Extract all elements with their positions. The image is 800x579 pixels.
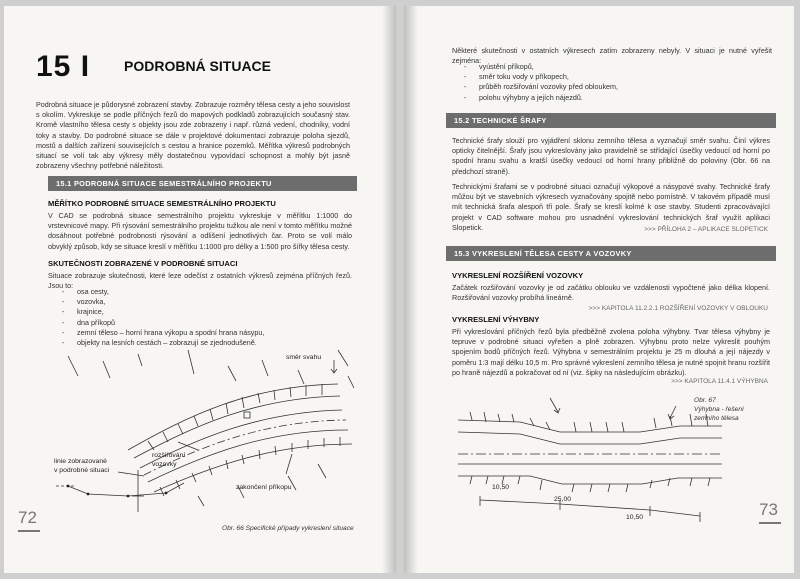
list-item: - zemní těleso – horní hrana výkopu a spodní hrana násypu, [62,328,342,338]
list-item: - krajnice, [62,307,342,317]
book-gutter-shadow [382,6,396,573]
resolve-list [464,62,764,103]
figure-66-caption: Obr. 66 Specifické případy vykreslení situace [222,525,354,532]
label-slope-direction: směr svahu [286,354,322,361]
dimension-label: 10,50 [626,514,644,521]
subheading-widening: VYKRESLENÍ ROZŠÍŘENÍ VOZOVKY [452,271,584,280]
label-widening: rozšiřování vozovky [152,452,186,468]
list-item: - polohu výhybny a jejích nájezdů. [464,93,764,103]
page-number-bar [18,530,40,532]
chapter-number: 15 I [36,50,91,83]
list-item: - osa cesty, [62,287,342,297]
features-paragraph: Situace zobrazuje skutečnosti, které leze odečíst z ostatních výkresů zejména příčných řezů. Jsou to: [48,271,352,291]
section-bar-15-3: 15.3 VYKRESLENÍ TĚLESA CESTY A VOZOVKY [446,246,776,261]
label-ditch-end: zakončení příkopu [236,484,292,491]
list-item: - dna příkopů [62,318,342,328]
subheading-passing-place: VYKRESLENÍ VÝHYBNY [452,315,540,324]
list-item: - vyústění příkopů, [464,62,764,72]
right-page [404,6,794,573]
left-page [4,6,396,573]
features-list [62,287,342,348]
book-gutter-shadow [404,6,418,573]
dimension-label: 25,00 [554,496,572,503]
label-line-shown: linie zobrazované v podrobné situaci [54,458,110,474]
ref-passing-place[interactable]: >>> KAPITOLA 11.4.1 VÝHYBNA [671,378,768,385]
figure-67-caption: Obr. 67 Výhybna - řešení zemního tělesa [694,397,744,422]
ref-widening[interactable]: >>> KAPITOLA 11.2.2.1 ROZŠÍŘENÍ VOZOVKY V OBLOUKU [588,305,768,312]
section-bar-15-2: 15.2 TECHNICKÉ ŠRAFY [446,113,776,128]
list-item: - průběh rozšiřování vozovky před obloukem, [464,82,764,92]
road-situation-diagram [48,346,358,516]
list-item: - směr toku vody v příkopech, [464,72,764,82]
page-number-left: 72 [18,508,37,527]
passing-place-paragraph: Při vykreslování příčných řezů byla předběžně zvolena poloha výhybny. Tvar tělesa výhybny je tepruve v podrobné situaci vyřešen a plně zobrazen. Výhybnu proto nelze vykreslit pouhým spojením bodů příčných řezů. Výhybna v semestrálním projektu je 25 m dlouhá a její nájezdy v poměru 1:3 mají délku 10,5 m. Pro správné vykreslení zemního tělesa je nutné spojnit hranu rozšířit po hraně nájezdů a pokračovat od ní (viz. šipky na následujícím obrázku). [452,327,770,377]
chapter-title: PODROBNÁ SITUACE [124,58,272,74]
hatching-paragraph-1: Technické šrafy slouží pro vyjádření sklonu zemního tělesa a vyznačují směr svahu. Činí výkres opticky čitelnější. Šrafy jsou vykreslovány jako pravidelně se střídající úsečky vedoucí od horní po spodní hranu svahu a kratší úsečky vedoucí od horní hrany přibližně do poloviny (Obr. 66 na předchozí straně). [452,136,770,176]
widening-paragraph: Začátek rozšiřování vozovky je od začátku oblouku ve vzdálenosti vypočtené jako délka klopení. Rozšiřování vozovky probíhá lineárně. [452,283,770,303]
page-number-right: 73 [759,500,778,519]
dimension-label: 10,50 [492,484,510,491]
hatching-paragraph-2: Technickými šrafami se v podrobné situaci označují výkopové a násypové svahy. Technické šrafy můžou být ve stavebních výkresech vyznačovány spojitě nebo pomístně. V takovém případě musí mít technická šrafa alespoň tři pole. Šrafy se kreslí kolmé k ose stavby. Studenti zpracovávající projekt v CAD software mohou pro usnadnění vykreslování technických šraf využít aplikaci Slopetick. [452,182,770,232]
intro-paragraph: Podrobná situace je půdorysné zobrazení stavby. Zobrazuje rozměry tělesa cesty a jeho souvislost s okolím. Vykresluje se podle příčných řezů do mapových podkladů zobrazujících současný stav. Kromě vlastního tělesa cesty s objekty jsou zde zobrazeny i např. různá vedení, chodníky, vodní toky a stavby. Do podrobné situace se dále v projektové dokumentaci zobrazuje poloha sjezdů, mostů a dalších zařízení souvisejících s cestou a hranice pozemků. Měřítka výkresů podrobných situací se volí tak aby výkresy měly dostatečnou vypovídací schopnost a mohly být jasně zobrazeny všechny potřebné náležitosti. [36,100,350,171]
subheading-features: SKUTEČNOSTI ZOBRAZENÉ V PODROBNÉ SITUACI [48,259,238,268]
ref-slopetick[interactable]: >>> PŘÍLOHA 2 – APLIKACE SLOPETICK [644,226,768,233]
list-item: - objekty na lesních cestách – zobrazují se zjednodušeně. [62,338,342,348]
scale-paragraph: V CAD se podrobná situace semestrálního projektu vykresluje v měřítku 1:1000 do vrstevnicové mapy. Při rýsování semestrálního projektu tužkou ale není v tomto měřítku možné dosáhnout potřebné podrobnosti rýsování a odlišení jednotlivých čar. Proto se volí málo obvyklý způsob, kdy se situace kreslí v měřítku 1:1000 pro délky a 1:500 pro šířky tělesa cesty. [48,211,352,251]
passing-place-diagram [450,392,730,532]
subheading-scale: MĚŘÍTKO PODROBNÉ SITUACE SEMESTRÁLNÍHO PROJEKTU [48,199,276,208]
section-bar-15-1: 15.1 PODROBNÁ SITUACE SEMESTRÁLNÍHO PROJEKTU [48,176,357,191]
list-item: - vozovka, [62,297,342,307]
page-number-bar [759,522,781,524]
top-paragraph: Některé skutečnosti v ostatních výkresech zatím zobrazeny nebyly. V situaci je nutné vyřešit zejména: [452,46,772,66]
